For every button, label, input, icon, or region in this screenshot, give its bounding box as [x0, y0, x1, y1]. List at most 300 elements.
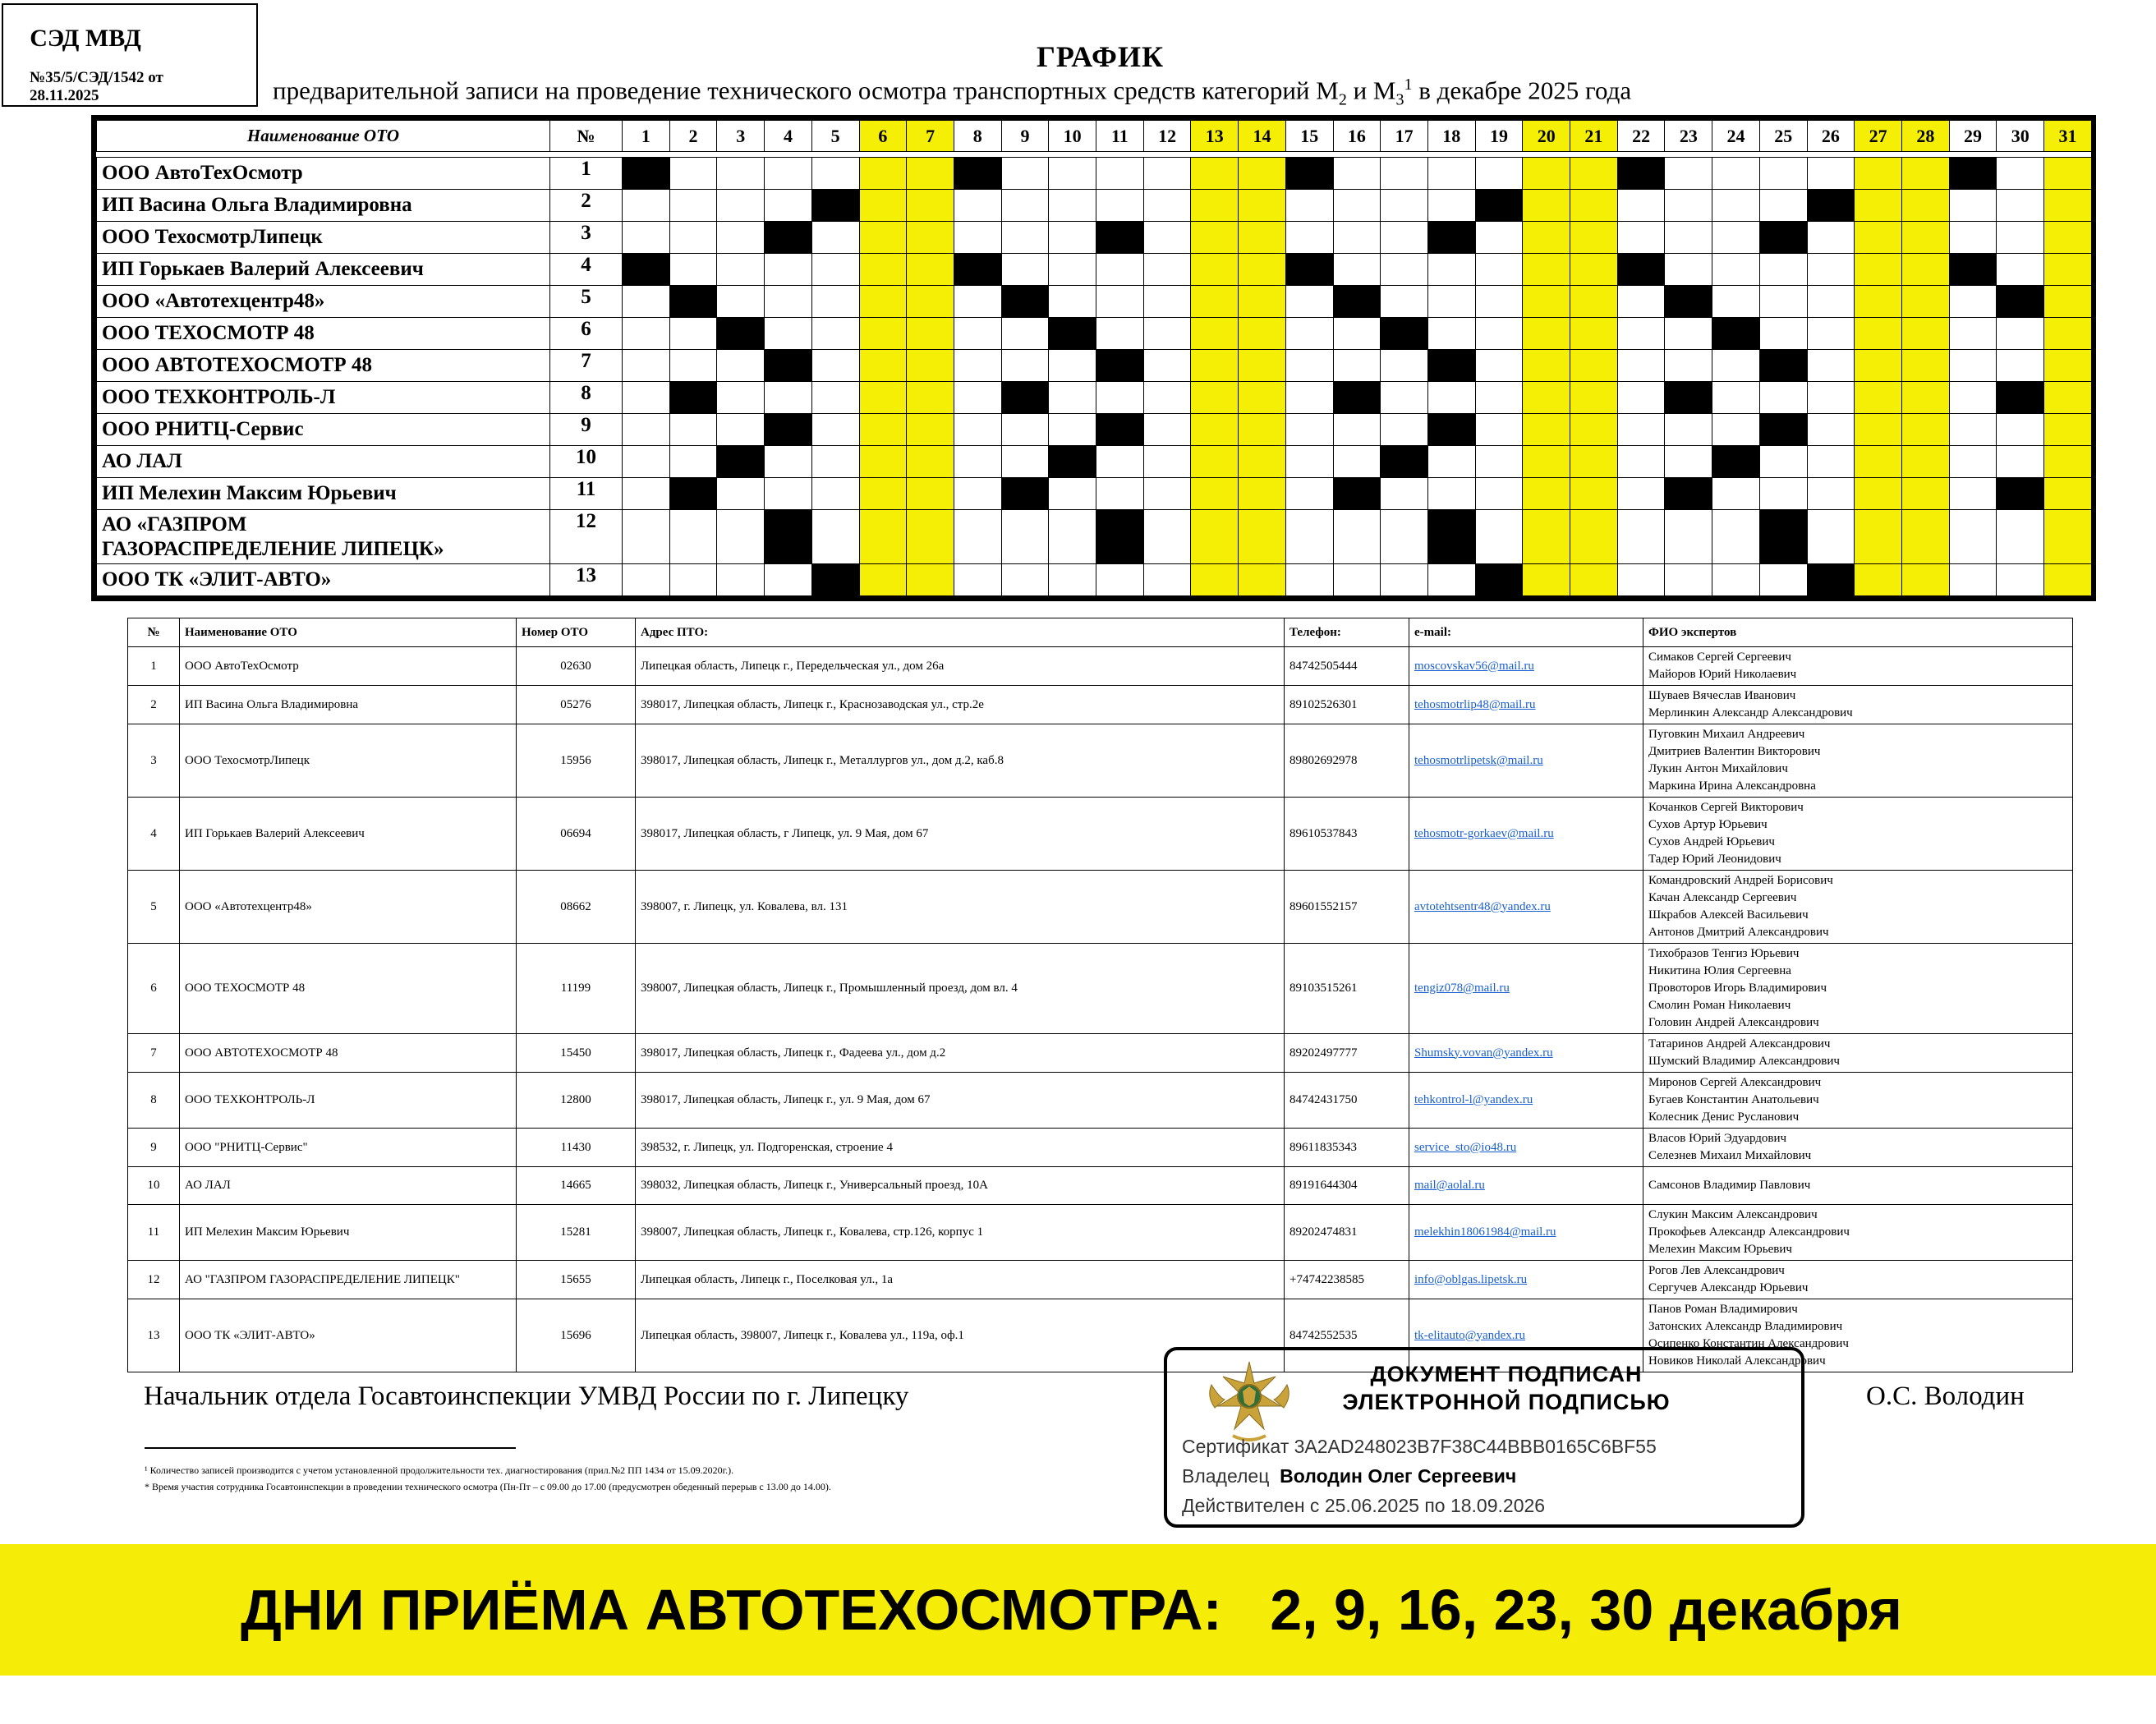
day-cell [1759, 254, 1807, 286]
day-cell [1285, 222, 1333, 254]
booked-day-cell [1333, 382, 1381, 414]
day-cell [1049, 158, 1096, 190]
day-cell [717, 564, 765, 596]
weekend-day-cell [1239, 510, 1286, 564]
day-cell [1475, 478, 1523, 510]
booked-day-cell [1665, 478, 1712, 510]
day-cell [1427, 478, 1475, 510]
info-oto-number: 14665 [517, 1167, 636, 1205]
day-cell [1049, 190, 1096, 222]
header-oto-name: Наименование ОТО [97, 121, 550, 152]
day-cell [1617, 564, 1665, 596]
booked-day-cell [1285, 254, 1333, 286]
schedule-grid [91, 115, 2096, 601]
weekend-day-cell [1855, 350, 1902, 382]
day-cell [1475, 222, 1523, 254]
booked-day-cell [1381, 446, 1428, 478]
info-email-link[interactable]: tehosmotrlip48@mail.ru [1409, 686, 1643, 724]
header-day-11: 11 [1096, 121, 1144, 152]
header-day-31: 31 [2044, 121, 2092, 152]
weekend-day-cell [859, 254, 907, 286]
header-day-6: 6 [859, 121, 907, 152]
day-cell [717, 510, 765, 564]
info-oto-number: 15696 [517, 1299, 636, 1372]
weekend-day-cell [1570, 158, 1618, 190]
info-experts [1643, 1073, 2073, 1129]
booked-day-cell [717, 318, 765, 350]
document-subtitle [273, 76, 1631, 110]
day-cell [1381, 286, 1428, 318]
header-day-12: 12 [1143, 121, 1191, 152]
day-cell [1617, 190, 1665, 222]
info-phone: 89611835343 [1285, 1129, 1409, 1167]
day-cell [1665, 414, 1712, 446]
schedule-row [97, 446, 2092, 478]
oto-number: 4 [550, 254, 623, 286]
day-cell [623, 190, 670, 222]
info-num: 2 [128, 686, 180, 724]
booked-day-cell [1997, 286, 2044, 318]
day-cell [1143, 382, 1191, 414]
day-cell [1049, 286, 1096, 318]
weekend-day-cell [1523, 350, 1570, 382]
header-day-24: 24 [1712, 121, 1760, 152]
info-phone: 84742552535 [1285, 1299, 1409, 1372]
weekend-day-cell [1901, 254, 1949, 286]
booked-day-cell [1049, 318, 1096, 350]
day-cell [1285, 564, 1333, 596]
booked-day-cell [1001, 382, 1049, 414]
day-cell [1381, 190, 1428, 222]
weekend-day-cell [1191, 446, 1239, 478]
day-cell [1807, 446, 1855, 478]
weekend-day-cell [1901, 510, 1949, 564]
document-title: ГРАФИК [1037, 40, 1165, 73]
info-oto-name: ООО АвтоТехОсмотр [180, 647, 517, 686]
booked-day-cell [669, 382, 717, 414]
day-cell [1285, 318, 1333, 350]
info-email-link[interactable]: moscovskav56@mail.ru [1409, 647, 1643, 686]
day-cell [1333, 318, 1381, 350]
booked-day-cell [669, 286, 717, 318]
footnote-divider [145, 1447, 516, 1449]
weekend-day-cell [859, 158, 907, 190]
oto-name: ООО ТехосмотрЛипецк [97, 222, 550, 254]
weekend-day-cell [1523, 158, 1570, 190]
info-num: 5 [128, 871, 180, 944]
weekend-day-cell [1901, 158, 1949, 190]
day-cell [811, 478, 859, 510]
info-oto-number: 06694 [517, 798, 636, 871]
oto-name: ООО ТЕХКОНТРОЛЬ-Л [97, 382, 550, 414]
info-email-link[interactable]: tk-elitauto@yandex.ru [1409, 1299, 1643, 1372]
day-cell [1475, 350, 1523, 382]
booked-day-cell [765, 222, 812, 254]
info-row [128, 1261, 2073, 1299]
stamp-reg [30, 69, 163, 105]
day-cell [765, 382, 812, 414]
day-cell [1096, 254, 1144, 286]
day-cell [1997, 254, 2044, 286]
info-address: 398017, Липецкая область, Липецк г., Фадеева ул., дом д.2 [636, 1034, 1285, 1073]
weekend-day-cell [1570, 564, 1618, 596]
weekend-day-cell [859, 350, 907, 382]
day-cell [811, 510, 859, 564]
info-header-cell: Наименование ОТО [180, 618, 517, 647]
expert-name: Смолин Роман Николаевич [1648, 999, 1791, 1012]
day-cell [1807, 158, 1855, 190]
oto-number: 11 [550, 478, 623, 510]
weekend-day-cell [859, 564, 907, 596]
expert-name: Шуваев Вячеслав Иванович [1648, 689, 1796, 702]
day-cell [765, 190, 812, 222]
info-email-link[interactable]: avtotehtsentr48@yandex.ru [1409, 871, 1643, 944]
oto-number: 10 [550, 446, 623, 478]
booked-day-cell [811, 564, 859, 596]
info-header-cell: Адрес ПТО: [636, 618, 1285, 647]
weekend-day-cell [1855, 414, 1902, 446]
expert-name: Маркина Ирина Александровна [1648, 779, 1816, 793]
info-phone: 89191644304 [1285, 1167, 1409, 1205]
booked-day-cell [765, 510, 812, 564]
weekend-day-cell [1855, 222, 1902, 254]
day-cell [811, 350, 859, 382]
day-cell [1381, 254, 1428, 286]
day-cell [1096, 286, 1144, 318]
weekend-day-cell [1901, 190, 1949, 222]
header-day-8: 8 [954, 121, 1001, 152]
booked-day-cell [1665, 382, 1712, 414]
booked-day-cell [1285, 158, 1333, 190]
weekend-day-cell [2044, 318, 2092, 350]
expert-name: Никитина Юлия Сергеевна [1648, 964, 1791, 977]
oto-name [97, 510, 550, 564]
weekend-day-cell [1523, 318, 1570, 350]
info-row [128, 944, 2073, 1034]
day-cell [1049, 478, 1096, 510]
day-cell [717, 254, 765, 286]
day-cell [1333, 564, 1381, 596]
day-cell [623, 286, 670, 318]
weekend-day-cell [1855, 564, 1902, 596]
booked-day-cell [1381, 318, 1428, 350]
info-header-cell: Номер ОТО [517, 618, 636, 647]
day-cell [1427, 564, 1475, 596]
expert-name: Мерлинкин Александр Александрович [1648, 706, 1853, 719]
day-cell [1665, 350, 1712, 382]
day-cell [1381, 222, 1428, 254]
day-cell [669, 564, 717, 596]
day-cell [1807, 478, 1855, 510]
header-day-16: 16 [1333, 121, 1381, 152]
expert-name: Мелехин Максим Юрьевич [1648, 1243, 1792, 1256]
day-cell [1712, 222, 1760, 254]
weekend-day-cell [907, 190, 954, 222]
expert-name: Лукин Антон Михайлович [1648, 762, 1788, 775]
day-cell [1997, 564, 2044, 596]
oto-number: 3 [550, 222, 623, 254]
oto-name-line-1: АО «ГАЗПРОМ [102, 513, 247, 536]
day-cell [1475, 510, 1523, 564]
day-cell [1333, 446, 1381, 478]
day-cell [811, 158, 859, 190]
schedule-row [97, 350, 2092, 382]
expert-name: Панов Роман Владимирович [1648, 1303, 1798, 1316]
day-cell [811, 414, 859, 446]
info-email-link[interactable]: mail@aolal.ru [1409, 1167, 1643, 1205]
stamp-reg-date: 28.11.2025 [30, 87, 99, 104]
weekend-day-cell [907, 564, 954, 596]
oto-number: 6 [550, 318, 623, 350]
day-cell [1333, 254, 1381, 286]
expert-name: Осипенко Константин Александрович [1648, 1337, 1849, 1350]
oto-name: ИП Васина Ольга Владимировна [97, 190, 550, 222]
subtitle-tail: в декабре 2025 года [1412, 76, 1632, 105]
day-cell [669, 350, 717, 382]
info-email-link[interactable]: Shumsky.vovan@yandex.ru [1409, 1034, 1643, 1073]
weekend-day-cell [907, 254, 954, 286]
expert-name: Майоров Юрий Николаевич [1648, 668, 1797, 681]
day-cell [1381, 350, 1428, 382]
booked-day-cell [1427, 414, 1475, 446]
info-row [128, 647, 2073, 686]
expert-name: Сухов Андрей Юрьевич [1648, 835, 1775, 848]
day-cell [669, 510, 717, 564]
day-cell [811, 286, 859, 318]
day-cell [1049, 382, 1096, 414]
day-cell [1712, 478, 1760, 510]
weekend-day-cell [1523, 222, 1570, 254]
booked-day-cell [1759, 350, 1807, 382]
day-cell [1949, 318, 1997, 350]
info-phone: 89102526301 [1285, 686, 1409, 724]
booked-day-cell [1617, 254, 1665, 286]
day-cell [954, 286, 1001, 318]
day-cell [1143, 158, 1191, 190]
info-address: 398032, Липецкая область, Липецк г., Универсальный проезд, 10А [636, 1167, 1285, 1205]
info-experts [1643, 944, 2073, 1034]
info-experts [1643, 1034, 2073, 1073]
day-cell [1285, 382, 1333, 414]
day-cell [1381, 564, 1428, 596]
day-cell [1617, 350, 1665, 382]
day-cell [1997, 350, 2044, 382]
info-header-row [128, 618, 2073, 647]
day-cell [1096, 564, 1144, 596]
day-cell [623, 382, 670, 414]
info-address: Липецкая область, 398007, Липецк г., Ковалева ул., 119а, оф.1 [636, 1299, 1285, 1372]
weekend-day-cell [1239, 254, 1286, 286]
info-phone: 89610537843 [1285, 798, 1409, 871]
weekend-day-cell [1191, 564, 1239, 596]
day-cell [1665, 158, 1712, 190]
signature-owner [1182, 1465, 1516, 1487]
day-cell [1285, 510, 1333, 564]
weekend-day-cell [907, 318, 954, 350]
info-oto-name: ИП Васина Ольга Владимировна [180, 686, 517, 724]
info-address: 398007, Липецкая область, Липецк г., Ковалева, стр.126, корпус 1 [636, 1205, 1285, 1261]
info-oto-number: 15450 [517, 1034, 636, 1073]
weekend-day-cell [859, 414, 907, 446]
day-cell [1665, 510, 1712, 564]
day-cell [765, 318, 812, 350]
booked-day-cell [669, 478, 717, 510]
weekend-day-cell [1901, 446, 1949, 478]
day-cell [1381, 414, 1428, 446]
expert-name: Сухов Артур Юрьевич [1648, 818, 1768, 831]
day-cell [1333, 510, 1381, 564]
oto-number: 12 [550, 510, 623, 564]
day-cell [1807, 254, 1855, 286]
day-cell [1949, 350, 1997, 382]
weekend-day-cell [1239, 350, 1286, 382]
expert-name: Шумский Владимир Александрович [1648, 1055, 1840, 1068]
expert-name: Симаков Сергей Сергеевич [1648, 651, 1791, 664]
owner-label: Владелец [1182, 1465, 1270, 1487]
header-day-19: 19 [1475, 121, 1523, 152]
weekend-day-cell [1239, 382, 1286, 414]
weekend-day-cell [1239, 564, 1286, 596]
booked-day-cell [1807, 190, 1855, 222]
booked-day-cell [1427, 350, 1475, 382]
day-cell [1001, 222, 1049, 254]
day-cell [669, 318, 717, 350]
weekend-day-cell [1855, 158, 1902, 190]
day-cell [1333, 158, 1381, 190]
info-num: 8 [128, 1073, 180, 1129]
day-cell [1143, 478, 1191, 510]
day-cell [1759, 478, 1807, 510]
info-email-link[interactable]: tehkontrol-l@yandex.ru [1409, 1073, 1643, 1129]
booked-day-cell [1617, 158, 1665, 190]
oto-number: 13 [550, 564, 623, 596]
booked-day-cell [1096, 510, 1144, 564]
day-cell [1333, 190, 1381, 222]
booked-day-cell [1759, 414, 1807, 446]
footnote-2: * Время участия сотрудника Госавтоинспекции в проведении технического осмотра (Пн-Пт – с 09.00 до 17.00 (предусмотрен обеденный перерыв с 13.00 до 14.00). [145, 1481, 831, 1492]
header-day-25: 25 [1759, 121, 1807, 152]
booked-day-cell [717, 446, 765, 478]
day-cell [1381, 510, 1428, 564]
weekend-day-cell [907, 510, 954, 564]
info-email-link[interactable]: tehosmotr-gorkaev@mail.ru [1409, 798, 1643, 871]
booked-day-cell [1049, 446, 1096, 478]
day-cell [1997, 414, 2044, 446]
weekend-day-cell [2044, 478, 2092, 510]
day-cell [1049, 254, 1096, 286]
day-cell [1949, 286, 1997, 318]
weekend-day-cell [2044, 350, 2092, 382]
weekend-day-cell [1570, 414, 1618, 446]
day-cell [1285, 286, 1333, 318]
info-header-cell: ФИО экспертов [1643, 618, 2073, 647]
weekend-day-cell [1901, 318, 1949, 350]
info-oto-name: ООО ТК «ЭЛИТ-АВТО» [180, 1299, 517, 1372]
day-cell [1001, 350, 1049, 382]
info-experts [1643, 871, 2073, 944]
reception-days-banner [0, 1544, 2156, 1676]
weekend-day-cell [1523, 254, 1570, 286]
weekend-day-cell [1855, 190, 1902, 222]
weekend-day-cell [2044, 158, 2092, 190]
day-cell [1475, 318, 1523, 350]
schedule-row [97, 222, 2092, 254]
day-cell [1001, 254, 1049, 286]
info-num: 13 [128, 1299, 180, 1372]
weekend-day-cell [907, 350, 954, 382]
weekend-day-cell [907, 286, 954, 318]
info-email-link[interactable]: tengiz078@mail.ru [1409, 944, 1643, 1034]
booked-day-cell [1427, 222, 1475, 254]
booked-day-cell [1096, 414, 1144, 446]
info-address: 398017, Липецкая область, Липецк г., ул. 9 Мая, дом 67 [636, 1073, 1285, 1129]
day-cell [1997, 510, 2044, 564]
oto-name: ООО ТЕХОСМОТР 48 [97, 318, 550, 350]
day-cell [1712, 382, 1760, 414]
weekend-day-cell [907, 446, 954, 478]
weekend-day-cell [907, 382, 954, 414]
day-cell [1049, 222, 1096, 254]
header-day-2: 2 [669, 121, 717, 152]
signature-heading-2: ЭЛЕКТРОННОЙ ПОДПИСЬЮ [1342, 1390, 1671, 1414]
day-cell [717, 478, 765, 510]
info-email-link[interactable]: service_sto@io48.ru [1409, 1129, 1643, 1167]
weekend-day-cell [859, 222, 907, 254]
booked-day-cell [623, 158, 670, 190]
day-cell [1665, 190, 1712, 222]
day-cell [1427, 286, 1475, 318]
info-email-link[interactable]: tehosmotrlipetsk@mail.ru [1409, 724, 1643, 798]
day-cell [1665, 222, 1712, 254]
day-cell [1001, 510, 1049, 564]
booked-day-cell [765, 414, 812, 446]
oto-name: ООО «Автотехцентр48» [97, 286, 550, 318]
oto-number: 7 [550, 350, 623, 382]
weekend-day-cell [1523, 190, 1570, 222]
info-email-link[interactable]: info@oblgas.lipetsk.ru [1409, 1261, 1643, 1299]
info-address: 398017, Липецкая область, Липецк г., Металлургов ул., дом д.2, каб.8 [636, 724, 1285, 798]
day-cell [1143, 510, 1191, 564]
weekend-day-cell [1523, 510, 1570, 564]
booked-day-cell [1759, 510, 1807, 564]
weekend-day-cell [1855, 382, 1902, 414]
info-experts [1643, 1167, 2073, 1205]
booked-day-cell [1333, 286, 1381, 318]
day-cell [1143, 564, 1191, 596]
schedule-row [97, 414, 2092, 446]
info-row [128, 724, 2073, 798]
expert-name: Тадер Юрий Леонидович [1648, 853, 1781, 866]
info-phone: 89601552157 [1285, 871, 1409, 944]
info-email-link[interactable]: melekhin18061984@mail.ru [1409, 1205, 1643, 1261]
info-address: Липецкая область, Липецк г., Передельческая ул., дом 26а [636, 647, 1285, 686]
day-cell [1617, 510, 1665, 564]
weekend-day-cell [1523, 478, 1570, 510]
weekend-day-cell [1570, 350, 1618, 382]
day-cell [1143, 254, 1191, 286]
weekend-day-cell [1239, 318, 1286, 350]
weekend-day-cell [1239, 286, 1286, 318]
day-cell [1807, 414, 1855, 446]
day-cell [1285, 414, 1333, 446]
day-cell [1333, 222, 1381, 254]
day-cell [1807, 318, 1855, 350]
weekend-day-cell [1570, 222, 1618, 254]
day-cell [1001, 318, 1049, 350]
day-cell [623, 414, 670, 446]
schedule-row [97, 158, 2092, 190]
info-oto-number: 11430 [517, 1129, 636, 1167]
